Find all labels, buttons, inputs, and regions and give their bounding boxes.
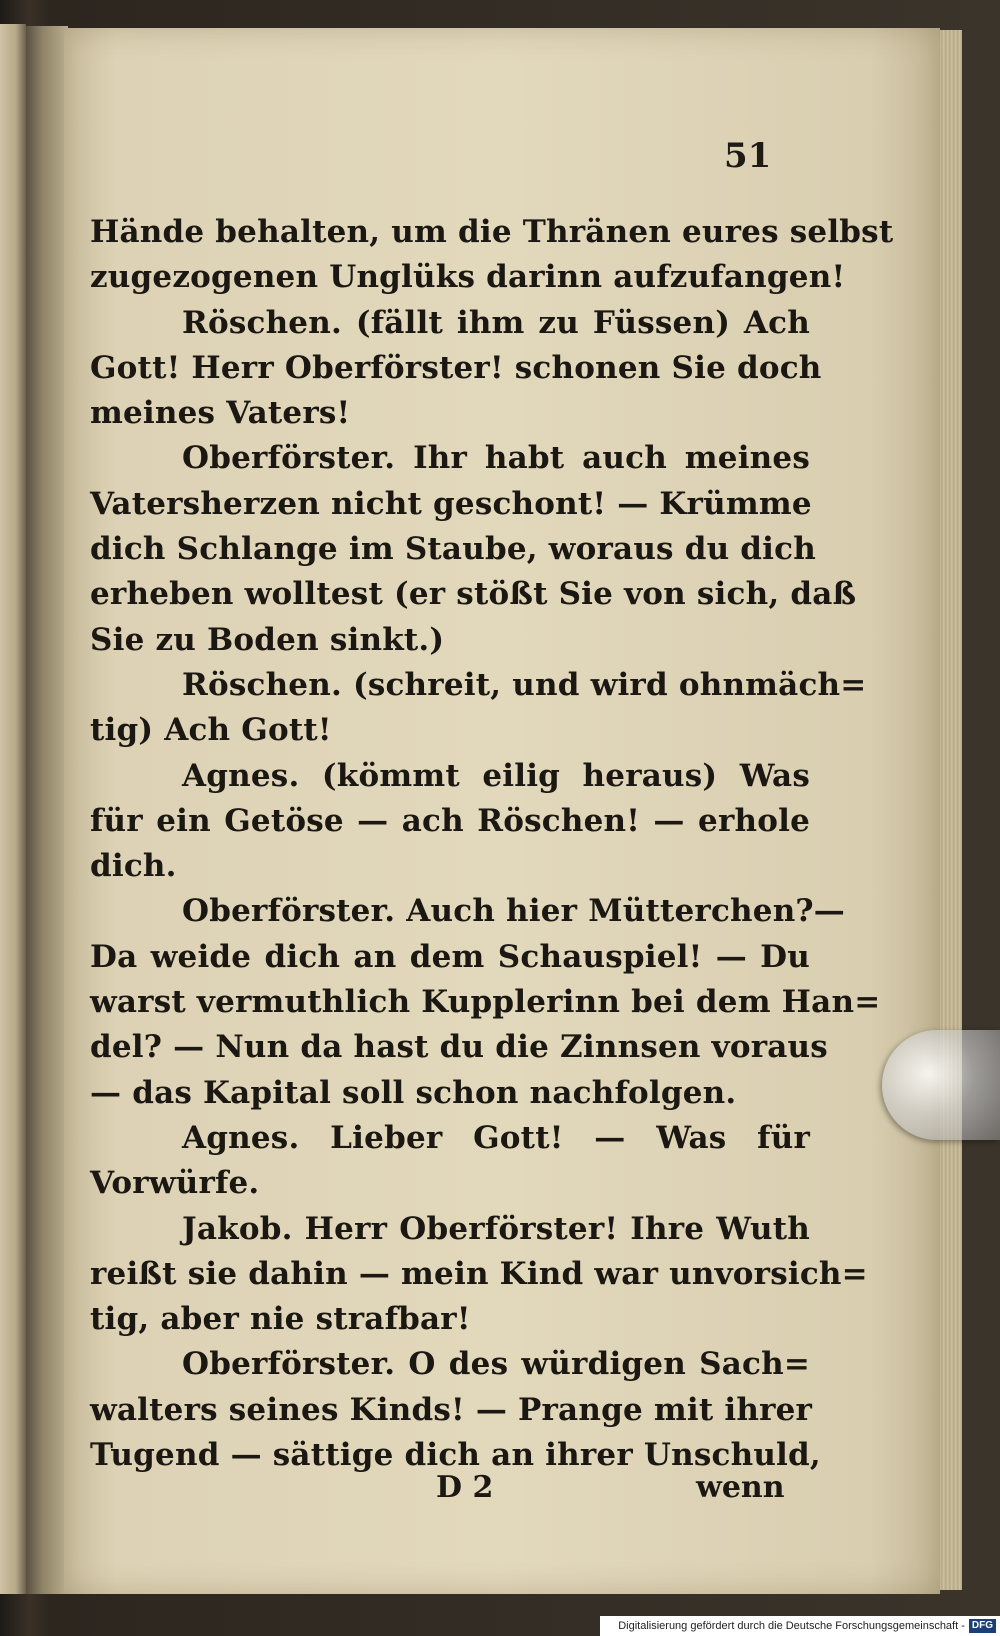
text-line-content: del? — Nun da hast du die Zinnsen voraus <box>90 1029 828 1066</box>
text-line-content: Da weide dich an dem Schauspiel! — Du <box>90 938 810 975</box>
page-clip <box>882 1030 1000 1140</box>
text-line <box>90 210 894 255</box>
text-line <box>90 708 810 753</box>
page-text <box>90 210 894 1478</box>
text-line <box>90 572 857 617</box>
text-line <box>90 1342 810 1387</box>
digitization-credit-text: Digitalisierung gefördert durch die Deutsche Forschungsgemeinschaft - <box>618 1620 965 1632</box>
text-line <box>90 754 810 799</box>
text-line <box>90 1207 810 1252</box>
digitization-credit-bar <box>600 1616 1000 1636</box>
text-line <box>90 889 845 934</box>
text-line-content: Agnes. Lieber Gott! — Was für <box>182 1119 810 1156</box>
left-page-edge <box>0 24 26 1594</box>
text-line <box>90 527 816 572</box>
text-line <box>90 255 846 300</box>
text-line <box>90 663 867 708</box>
text-line-content: Oberförster. O des würdigen Sach= <box>182 1346 810 1383</box>
text-line <box>90 391 810 436</box>
text-line-content: Vorwürfe. <box>90 1165 260 1202</box>
text-line-content: Tugend — sättige dich an ihrer Unschuld, <box>90 1437 821 1474</box>
text-line-content: Vatersherzen nicht geschont! — Krümme <box>90 485 812 522</box>
signature-mark: D 2 <box>436 1470 494 1505</box>
text-line-content: Röschen. (fällt ihm zu Füssen) Ach <box>182 304 810 341</box>
catchword: wenn <box>696 1470 785 1505</box>
text-line-content: für ein Getöse — ach Röschen! — erhole <box>90 802 810 839</box>
text-line-content: Hände behalten, um die Thränen eures selbst <box>90 214 894 250</box>
text-line-content: reißt sie dahin — mein Kind war unvorsich= <box>90 1255 868 1292</box>
text-line-content: — das Kapital soll schon nachfolgen. <box>90 1074 737 1111</box>
text-line-content: Röschen. (schreit, und wird ohnmäch= <box>182 666 867 703</box>
dfg-logo: DFG <box>969 1619 996 1633</box>
text-line <box>90 1297 810 1342</box>
text-line <box>90 482 810 527</box>
text-line <box>90 1252 868 1297</box>
page-fore-edge <box>940 30 962 1590</box>
text-line <box>90 844 810 889</box>
text-line-content: Gott! Herr Oberförster! schonen Sie doch <box>90 349 822 386</box>
text-line-content: Oberförster. Ihr habt auch meines <box>182 440 810 477</box>
text-line-content: Jakob. Herr Oberförster! Ihre Wuth <box>182 1210 810 1247</box>
text-line-content: warst vermuthlich Kupplerinn bei dem Han= <box>90 984 881 1021</box>
text-line <box>90 799 810 844</box>
text-line <box>90 436 810 481</box>
text-line <box>90 346 822 391</box>
text-line-content: erheben wolltest (er stößt Sie von sich, daß <box>90 576 857 613</box>
text-line <box>90 1071 810 1116</box>
book-gutter <box>26 26 68 1594</box>
text-line <box>90 301 810 346</box>
text-line-content: Sie zu Boden sinkt.) <box>90 621 445 658</box>
text-line-content: Oberförster. Auch hier Mütterchen?— <box>182 893 845 930</box>
text-line <box>90 1161 810 1206</box>
text-line-content: tig, aber nie strafbar! <box>90 1301 471 1338</box>
text-line-content: dich Schlange im Staube, woraus du dich <box>90 531 816 568</box>
text-line <box>90 980 881 1025</box>
text-line-content: zugezogenen Unglüks darinn aufzufangen! <box>90 259 846 296</box>
text-line <box>90 618 810 663</box>
text-line-content: walters seines Kinds! — Prange mit ihrer <box>90 1391 813 1428</box>
text-line-content: tig) Ach Gott! <box>90 712 332 749</box>
text-line <box>90 1388 813 1433</box>
text-line-content: dich. <box>90 848 177 885</box>
text-line <box>90 1116 810 1161</box>
page-number: 51 <box>724 136 772 176</box>
text-line <box>90 1025 828 1070</box>
text-line-content: meines Vaters! <box>90 395 351 432</box>
text-line <box>90 935 810 980</box>
text-line-content: Agnes. (kömmt eilig heraus) Was <box>182 757 810 794</box>
